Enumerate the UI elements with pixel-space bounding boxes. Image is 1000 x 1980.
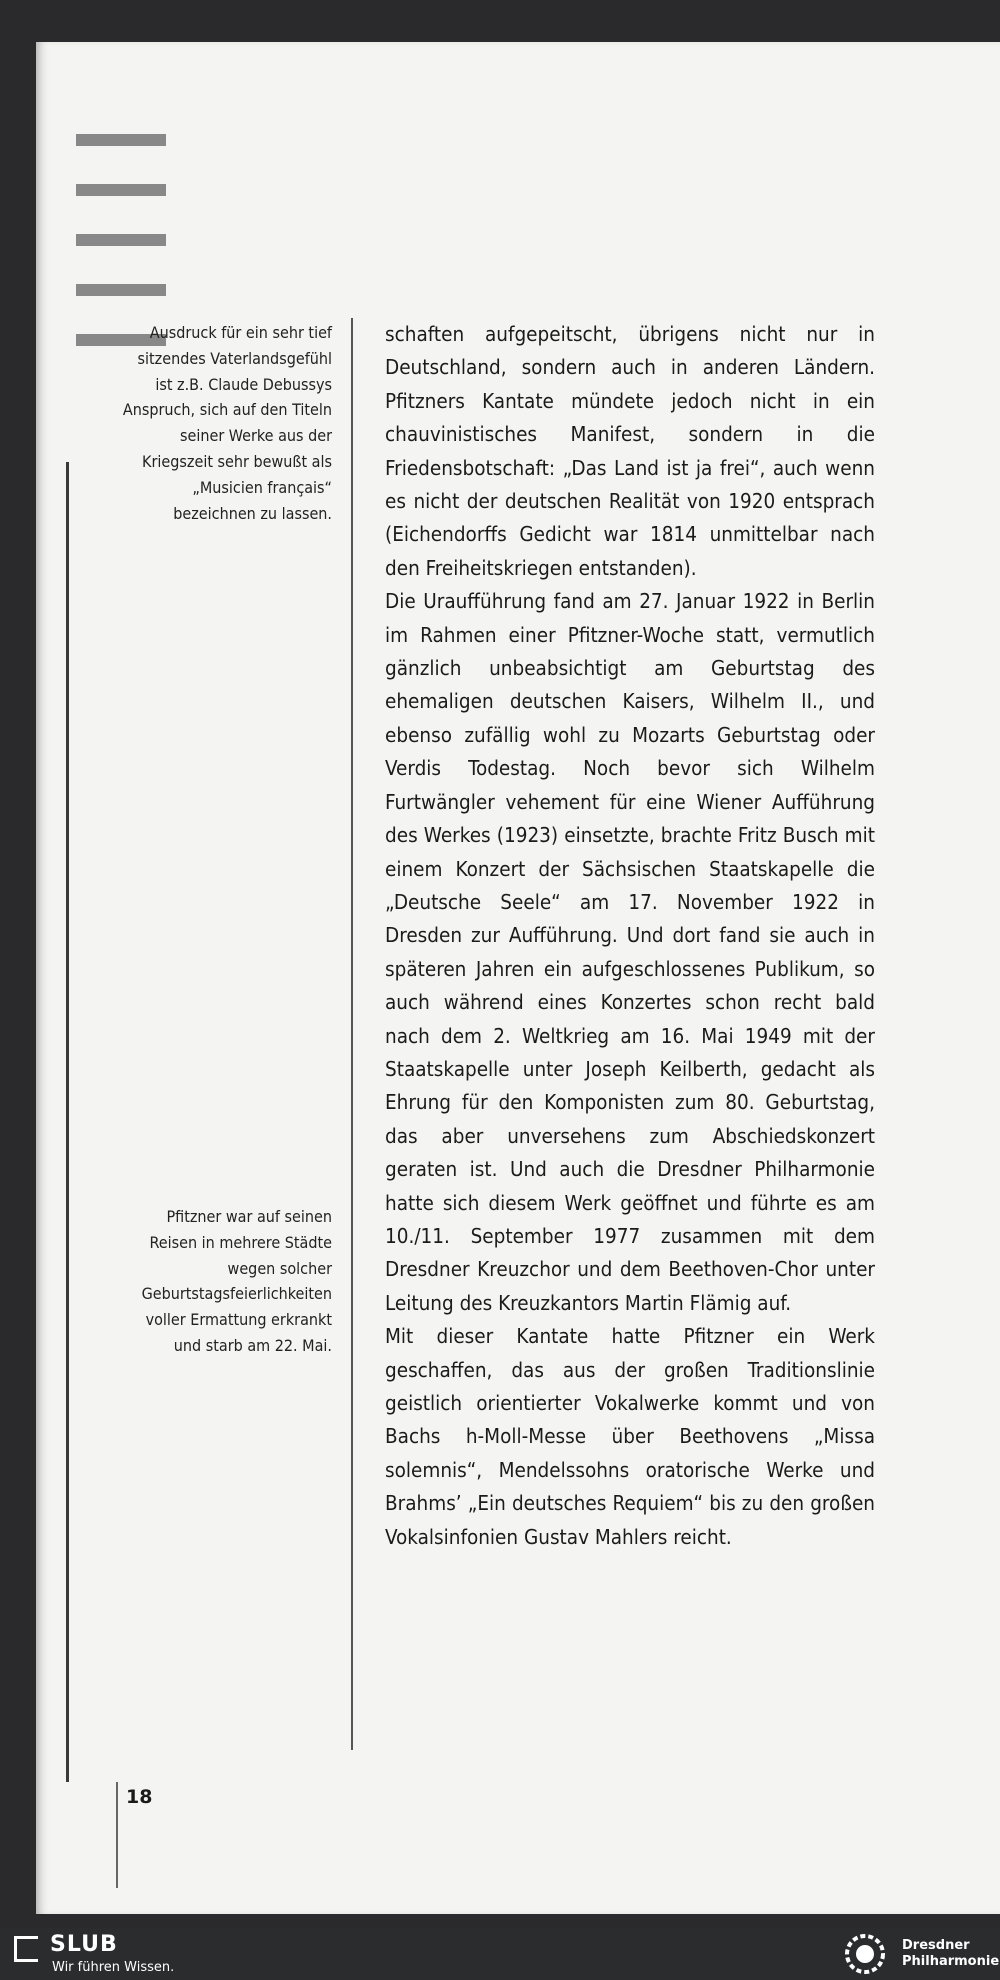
tick-mark (76, 134, 166, 146)
library-tagline: Wir führen Wissen. (52, 1960, 175, 1975)
margin-note-debussy: Ausdruck für ein sehr tief sitzendes Vaterlandsgefühl ist z.B. Claude Debussys Anspruch, sich auf den Titeln seiner Werke aus der Kriegszeit sehr bewußt als „Musicien français“ bezeichnen zu lassen. (122, 323, 332, 523)
slub-logo-icon (14, 1936, 38, 1962)
margin-note-pfitzner-death: Pfitzner war auf seinen Reisen in mehrere Städte wegen solcher Geburtstagsfeierlichkeiten voller Ermattung erkrankt und starb am 22. Mai. (141, 1207, 332, 1355)
body-paragraph: Mit dieser Kantate hatte Pfitzner ein Werk geschaffen, das aus der großen Traditionslinie geistlich orientierter Vokalwerke kommt und von Bachs h-Moll-Messe über Beethovens „Missa solemnis“, Mendelssohns oratorische Werke und Brahms’ „Ein deutsches Requiem“ bis zu den großen Vokalsinfonien Gustav Mahlers reicht. (385, 1324, 875, 1549)
page-number-rule (116, 1782, 118, 1888)
page-fold-shadow (66, 462, 69, 1782)
tick-mark (76, 284, 166, 296)
orchestra-name-line2: Philharmonie (902, 1954, 1000, 1969)
tick-mark (76, 234, 166, 246)
column-divider (351, 318, 353, 1750)
orchestra-name (902, 1938, 999, 1970)
tick-mark (76, 184, 166, 196)
dresdner-philharmonie-logo-icon (844, 1933, 886, 1975)
orchestra-name-line1: Dresdner (902, 1938, 970, 1953)
body-paragraph: Die Uraufführung fand am 27. Januar 1922 in Berlin im Rahmen einer Pfitzner-Woche statt, vermutlich gänzlich unbeabsichtigt am Geburtstag des ehemaligen deutschen Kaisers, Wilhelm II., und ebenso zufällig wohl zu Mozarts Geburtstag oder Verdis Todestag. Noch bevor sich Wilhelm Furtwängler vehement für eine Wiener Aufführung des Werkes (1923) einsetzte, brachte Fritz Busch mit einem Konzert der Sächsischen Staatskapelle die „Deutsche Seele“ am 17. November 1922 in Dresden zur Aufführung. Und dort fand sie auch in späteren Jahren ein aufgeschlossenes Publikum, so auch während eines Konzertes schon recht bald nach dem 2. Weltkrieg am 16. Mai 1949 mit der Staatskapelle unter Joseph Keilberth, gedacht als Ehrung für den Komponisten zum 80. Geburtstag, das aber unversehens zum Abschiedskonzert geraten ist. Und auch die Dresdner Philharmonie hatte sich diesem Werk geöffnet und führte es am 10./11. September 1977 zusammen mit dem Dresdner Kreuzchor und dem Beethoven-Chor unter Leitung des Kreuzkantors Martin Flämig auf. (385, 589, 875, 1315)
main-text-column (385, 318, 875, 1554)
body-paragraph: schaften aufgepeitscht, übrigens nicht nur in Deutschland, sondern auch in anderen Ländern. Pfitzners Kantate mündete jedoch nicht in ein chauvinistisches Manifest, sondern in die Friedensbotschaft: „Das Land ist ja frei“, auch wenn es nicht der deutschen Realität von 1920 entsprach (Eichendorffs Gedicht war 1814 unmittelbar nach den Freiheitskriegen entstanden). (385, 322, 875, 580)
page-number: 18 (126, 1786, 153, 1808)
library-name: SLUB (50, 1932, 118, 1957)
footer-bar (0, 1928, 1000, 1980)
